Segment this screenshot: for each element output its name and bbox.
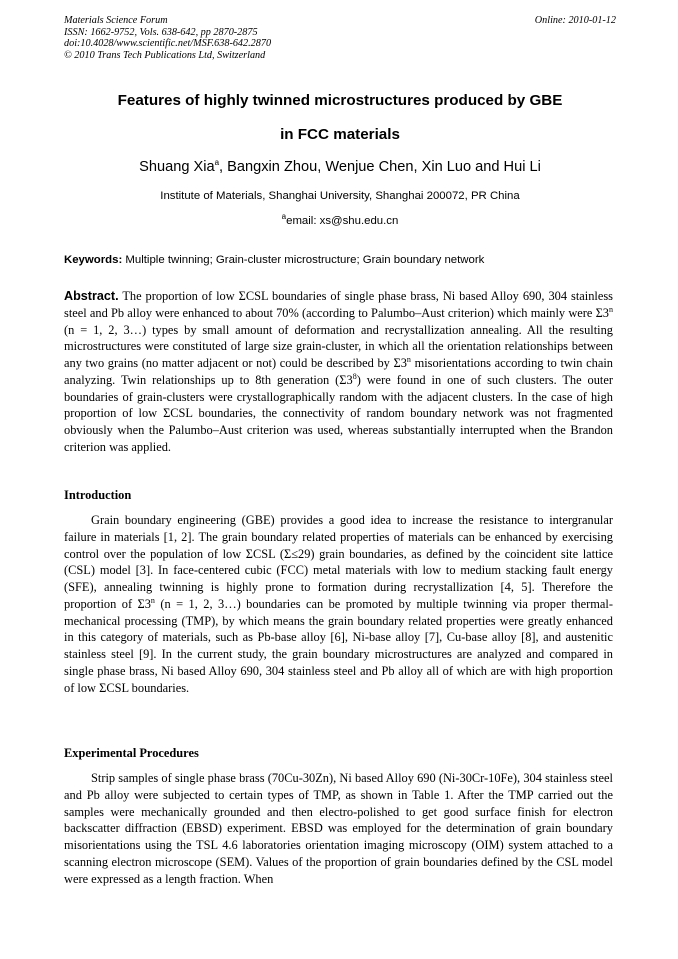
author-affiliation-mark: a: [214, 158, 220, 168]
abstract-text-4: ) were found in one of such clusters. The outer boundaries of grain-clusters were crystallographically random with the adjacent clusters. In the case of high proportion of low ΣCSL boundaries, the connectivity of random boundary network was not fragmented obviously when the Palumbo–Aust criterion was used, whereas substantially interrupted when the Brandon criterion was applied.: [64, 372, 613, 454]
paper-title-line-1: Features of highly twinned microstructures produced by GBE: [117, 92, 563, 109]
contact-email: [64, 212, 616, 227]
abstract-text-2: (n = 1, 2, 3…) types by small amount of deformation and recrystallization annealing. All the resulting microstructures were constituted of large size grain-cluster, in which all the orientation relationships between any two grains (no matter adjacent or not) could be described by Σ3: [64, 322, 613, 370]
keywords-text: Multiple twinning; Grain-cluster microstructure; Grain boundary network: [122, 254, 485, 266]
abstract-label: Abstract.: [64, 289, 119, 303]
doi-line: doi:10.4028/www.scientific.net/MSF.638-642.2870: [64, 38, 272, 50]
abstract-text-3: misorientations according to twin chain analyzing. Twin relationships up to 8th generation (Σ3: [64, 356, 613, 387]
intro-sup-1: n: [150, 595, 155, 605]
introduction-paragraph: [64, 512, 613, 696]
affiliation: Institute of Materials, Shanghai University, Shanghai 200072, PR China: [160, 190, 520, 202]
introduction-heading: Introduction: [64, 488, 132, 502]
abstract-sup-1: n: [609, 304, 613, 314]
author-list: [64, 159, 616, 175]
email-text: email: xs@shu.edu.cn: [286, 215, 399, 227]
journal-name: Materials Science Forum: [64, 15, 168, 26]
online-date: Online: 2010-01-12: [534, 15, 616, 26]
copyright-line: © 2010 Trans Tech Publications Ltd, Switzerland: [64, 49, 266, 61]
abstract-paragraph: [64, 288, 613, 456]
paper-title-line-2: in FCC materials: [280, 126, 400, 143]
email-mark: a: [281, 212, 287, 222]
experimental-heading: Experimental Procedures: [64, 746, 199, 760]
publication-header: [64, 15, 616, 61]
experimental-paragraph: Strip samples of single phase brass (70Cu-30Zn), Ni based Alloy 690 (Ni-30Cr-10Fe), 304 stainless steel and Pb alloy were subjected to certain types of TMP, as shown in Table 1. After the TMP carried out the samples were mechanically grounded and then electro-polished to get good surface finish for electron backscatter diffraction (EBSD) experiment. EBSD was employed for the determination of grain boundary misorientations using the TSL 4.6 laboratories orientation imaging microscopy (OIM) system attached to a scanning electron microscope (SEM). Values of the proportion of grain boundaries defined by the CSL model were expressed as a length fraction. When: [64, 771, 613, 886]
intro-text-2: (n = 1, 2, 3…) boundaries can be promoted by multiple twinning via proper thermal-mechanical processing (TMP), by which means the grain boundary related properties were greatly enhanced in this category of materials, such as Pb-base alloy [6], Ni-base alloy [7], Cu-base alloy [8], and austenitic stainless steel [9]. In the current study, the grain boundary microstructures are analyzed and compared in single phase brass, Ni based Alloy 690, 304 stainless steel and Pb alloy all of which are with high proportion of low ΣCSL boundaries.: [64, 596, 614, 695]
abstract-sup-3: 8: [352, 371, 357, 381]
intro-text-1: Grain boundary engineering (GBE) provides a good idea to increase the resistance to intergranular failure in materials [1, 2]. The grain boundary related properties of materials can be enhanced by exercising control over the population of low ΣCSL (Σ≤29) grain boundaries, as defined by the coincident site lattice (CSL) model [3]. In face-centered cubic (FCC) metal materials with low to medium stacking fault energy (SFE), annealing twinning is highly prone to formation during recrystallization [4, 5]. Therefore the proportion of Σ3: [64, 513, 613, 611]
abstract-text-1: The proportion of low ΣCSL boundaries of single phase brass, Ni based Alloy 690, 304 stainless steel and Pb alloy were enhanced to about 70% (according to Palumbo–Aust criterion) which mainly were Σ3: [64, 289, 613, 320]
other-authors: , Bangxin Zhou, Wenjue Chen, Xin Luo and Hui Li: [219, 159, 541, 175]
abstract-sup-2: n: [406, 354, 411, 364]
keywords-label: Keywords:: [64, 254, 123, 266]
first-author: Shuang Xia: [139, 159, 215, 175]
keywords: [64, 254, 616, 266]
issn-line: ISSN: 1662-9752, Vols. 638-642, pp 2870-2875: [64, 26, 258, 38]
